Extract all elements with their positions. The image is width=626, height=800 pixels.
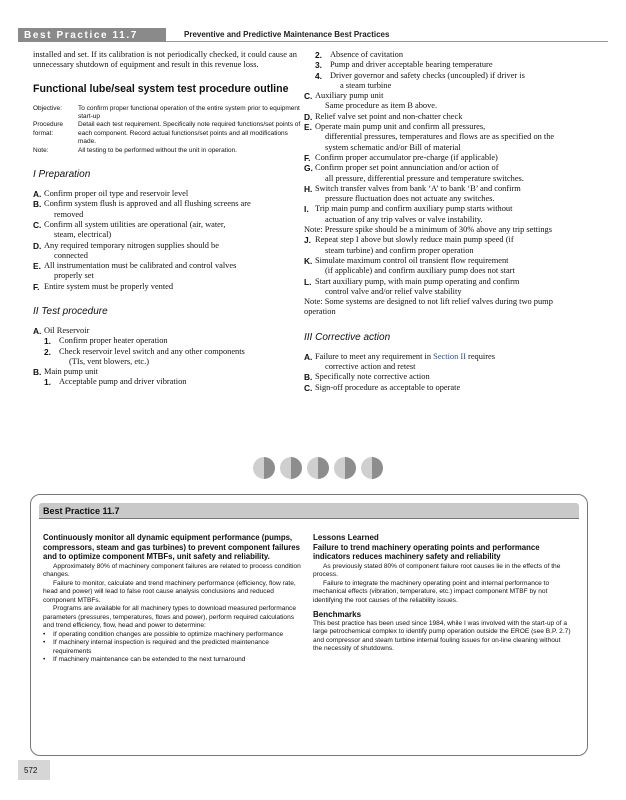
left-column bbox=[33, 50, 301, 388]
list-item: D. Any required temporary nitrogen supplies should be connected bbox=[33, 240, 219, 260]
sub-list-item: 1. Confirm proper heater operation bbox=[44, 336, 168, 347]
list-item: A. Oil Reservoir bbox=[33, 326, 90, 336]
section-divider-dots bbox=[253, 457, 383, 479]
list-item: L. Start auxiliary pump, with main pump operating and confirm control valve and/or relief valve stability bbox=[304, 276, 520, 296]
def-text: Detail each test requirement. Specifically note required functions/set points of each component. Record actual functions/set points and all modifications made. bbox=[78, 121, 301, 146]
header-tag: Best Practice 11.7 bbox=[18, 28, 166, 42]
paragraph: Programs are available for all machinery types to download measured performance parameters (pressures, temperatures, flows and power), perform required calculations and trend efficiency, flow, head and power to determine: bbox=[43, 605, 296, 630]
list-item: E. Operate main pump unit and confirm all pressures, differential pressures, temperatures and flows are as specified on the system schematic and/or Bill of material bbox=[304, 122, 555, 152]
bullet-icon: • bbox=[43, 656, 46, 664]
note: Note: Some systems are designed to not lift relief valves during two pump operation bbox=[304, 297, 553, 317]
paragraph: As previously stated 80% of component failure root causes lie in the effects of the process. bbox=[313, 562, 561, 579]
best-practice-lead: Continuously monitor all dynamic equipment performance (pumps, compressors, steam and gas turbines) to prevent component failures and to optimize component MTBFs, unit safety and reliability. bbox=[43, 533, 300, 562]
right-column bbox=[304, 50, 566, 393]
lessons-title: Lessons Learned bbox=[313, 533, 379, 542]
list-item: F. Entire system must be properly vented bbox=[33, 281, 174, 292]
list-item: C. Sign-off procedure as acceptable to operate bbox=[304, 382, 461, 393]
list-item: C. Auxiliary pump unit Same procedure as item B above. bbox=[304, 91, 438, 111]
def-term: Procedure format: bbox=[33, 121, 63, 137]
sub-list-item: 2. Check reservoir level switch and any other components (TIs, vent blowers, etc.) bbox=[44, 346, 245, 366]
bullet-icon: • bbox=[43, 630, 46, 638]
best-practice-title: Best Practice 11.7 bbox=[39, 503, 579, 518]
best-practice-right bbox=[313, 533, 571, 749]
list-item: G. Confirm proper set point annunciation and/or action of all pressure, differential pressure and temperature switches. bbox=[304, 163, 524, 183]
def-text: To confirm proper functional operation of the entire system prior to equipment start-up bbox=[78, 104, 300, 120]
benchmarks-title: Benchmarks bbox=[313, 610, 362, 620]
outline-title: Functional lube/seal system test procedure outline bbox=[33, 82, 289, 95]
list-item: B. Specifically note corrective action bbox=[304, 372, 430, 383]
sub-list-item: 1. Acceptable pump and driver vibration bbox=[44, 377, 187, 388]
best-practice-left bbox=[43, 533, 301, 749]
def-term: Objective: bbox=[33, 104, 62, 112]
list-item: E. All instrumentation must be calibrated and control valves properly set bbox=[33, 261, 237, 281]
section-preparation: I Preparation bbox=[33, 169, 91, 181]
list-item: B. Confirm system flush is approved and all flushing screens are removed bbox=[33, 199, 251, 219]
list-item: A. Confirm proper oil type and reservoir level bbox=[33, 189, 189, 200]
bullet-icon: • bbox=[43, 639, 46, 647]
list-item: H. Switch transfer valves from bank ‘A’ to bank ‘B’ and confirm pressure fluctuation does not actuate any switches. bbox=[304, 183, 521, 204]
test-procedure-list bbox=[33, 326, 301, 388]
list-item: F. Confirm proper accumulator pre-charge (if applicable) bbox=[304, 152, 498, 163]
list-item: B. Main pump unit bbox=[33, 367, 98, 378]
page-number: 572 bbox=[18, 760, 50, 780]
sub-list-item: 3. Pump and driver acceptable bearing temperature bbox=[315, 60, 493, 71]
bullet-item: • If machinery maintenance can be extended to the next turnaround bbox=[43, 656, 246, 664]
note: Note: Pressure spike should be a minimum of 30% above any trip settings bbox=[304, 225, 552, 235]
benchmarks-text: This best practice has been used since 1984, while I was involved with the start-up of a large petrochemical complex to identify pump operation outside the EROE (see B.P. 2.7) and compressor and steam turbine internal fouling issues for on-line cleaning without the necessity of shutdowns. bbox=[313, 619, 571, 653]
divider-dot-icon bbox=[280, 457, 302, 479]
paragraph: Approximately 80% of machinery component failures are related to process condition changes. bbox=[43, 562, 301, 579]
list-item: I. Trip main pump and confirm auxiliary pump starts without actuation of any trip valves or valve instability. bbox=[304, 204, 513, 224]
divider-dot-icon bbox=[253, 457, 275, 479]
divider-dot-icon bbox=[361, 457, 383, 479]
lessons-lead: Failure to trend machinery operating points and performance indicators reduces machinery safety and reliability bbox=[313, 542, 540, 562]
section-test-procedure: II Test procedure bbox=[33, 306, 108, 317]
paragraph: Failure to integrate the machinery operating point and internal performance to mechanical effects (vibration, temperature, etc.) impact component MTBF by not identifying the root causes of the reliability issues. bbox=[313, 579, 550, 604]
running-header bbox=[18, 28, 608, 42]
list-item: C. Confirm all system utilities are operational (air, water, steam, electrical) bbox=[33, 219, 226, 240]
best-practice-box bbox=[30, 494, 588, 756]
section-link[interactable]: Section II bbox=[433, 351, 466, 361]
bullet-item: • If machinery internal inspection is required and the predicted maintenance requirements bbox=[43, 639, 269, 655]
paragraph: Failure to monitor, calculate and trend machinery performance (efficiency, flow rate, head and power) will lead to false root cause analysis conclusions and reduced component MTBFs. bbox=[43, 579, 296, 604]
def-term: Note: bbox=[33, 146, 49, 154]
list-item: A. Failure to meet any requirement in Section II requires corrective action and retest bbox=[304, 351, 496, 372]
divider-dot-icon bbox=[334, 457, 356, 479]
sub-list-item: 2. Absence of cavitation bbox=[315, 50, 404, 60]
best-practice-body bbox=[39, 518, 579, 749]
list-item: K. Simulate maximum control oil transient flow requirement (if applicable) and confirm auxiliary pump does not start bbox=[304, 255, 515, 276]
bullet-item: • If operating condition changes are possible to optimize machinery performance bbox=[43, 630, 284, 638]
list-item: D. Relief valve set point and non-chatter check bbox=[304, 111, 463, 122]
section-corrective-action: III Corrective action bbox=[304, 331, 391, 343]
divider-dot-icon bbox=[307, 457, 329, 479]
preparation-list bbox=[33, 189, 301, 292]
list-item: J. Repeat step I above but slowly reduce main pump speed (if steam turbine) and confirm proper operation bbox=[304, 235, 514, 255]
header-title: Preventive and Predictive Maintenance Best Practices bbox=[166, 28, 608, 42]
def-text: All testing to be performed without the unit in operation. bbox=[78, 146, 237, 154]
definition-table bbox=[33, 105, 301, 155]
sub-list-item: 4. Driver governor and safety checks (uncoupled) if driver is a steam turbine bbox=[315, 70, 525, 90]
intro-paragraph: installed and set. If its calibration is not periodically checked, it could cause an unnecessary shutdown of equipment and result in this revenue loss. bbox=[33, 50, 297, 70]
